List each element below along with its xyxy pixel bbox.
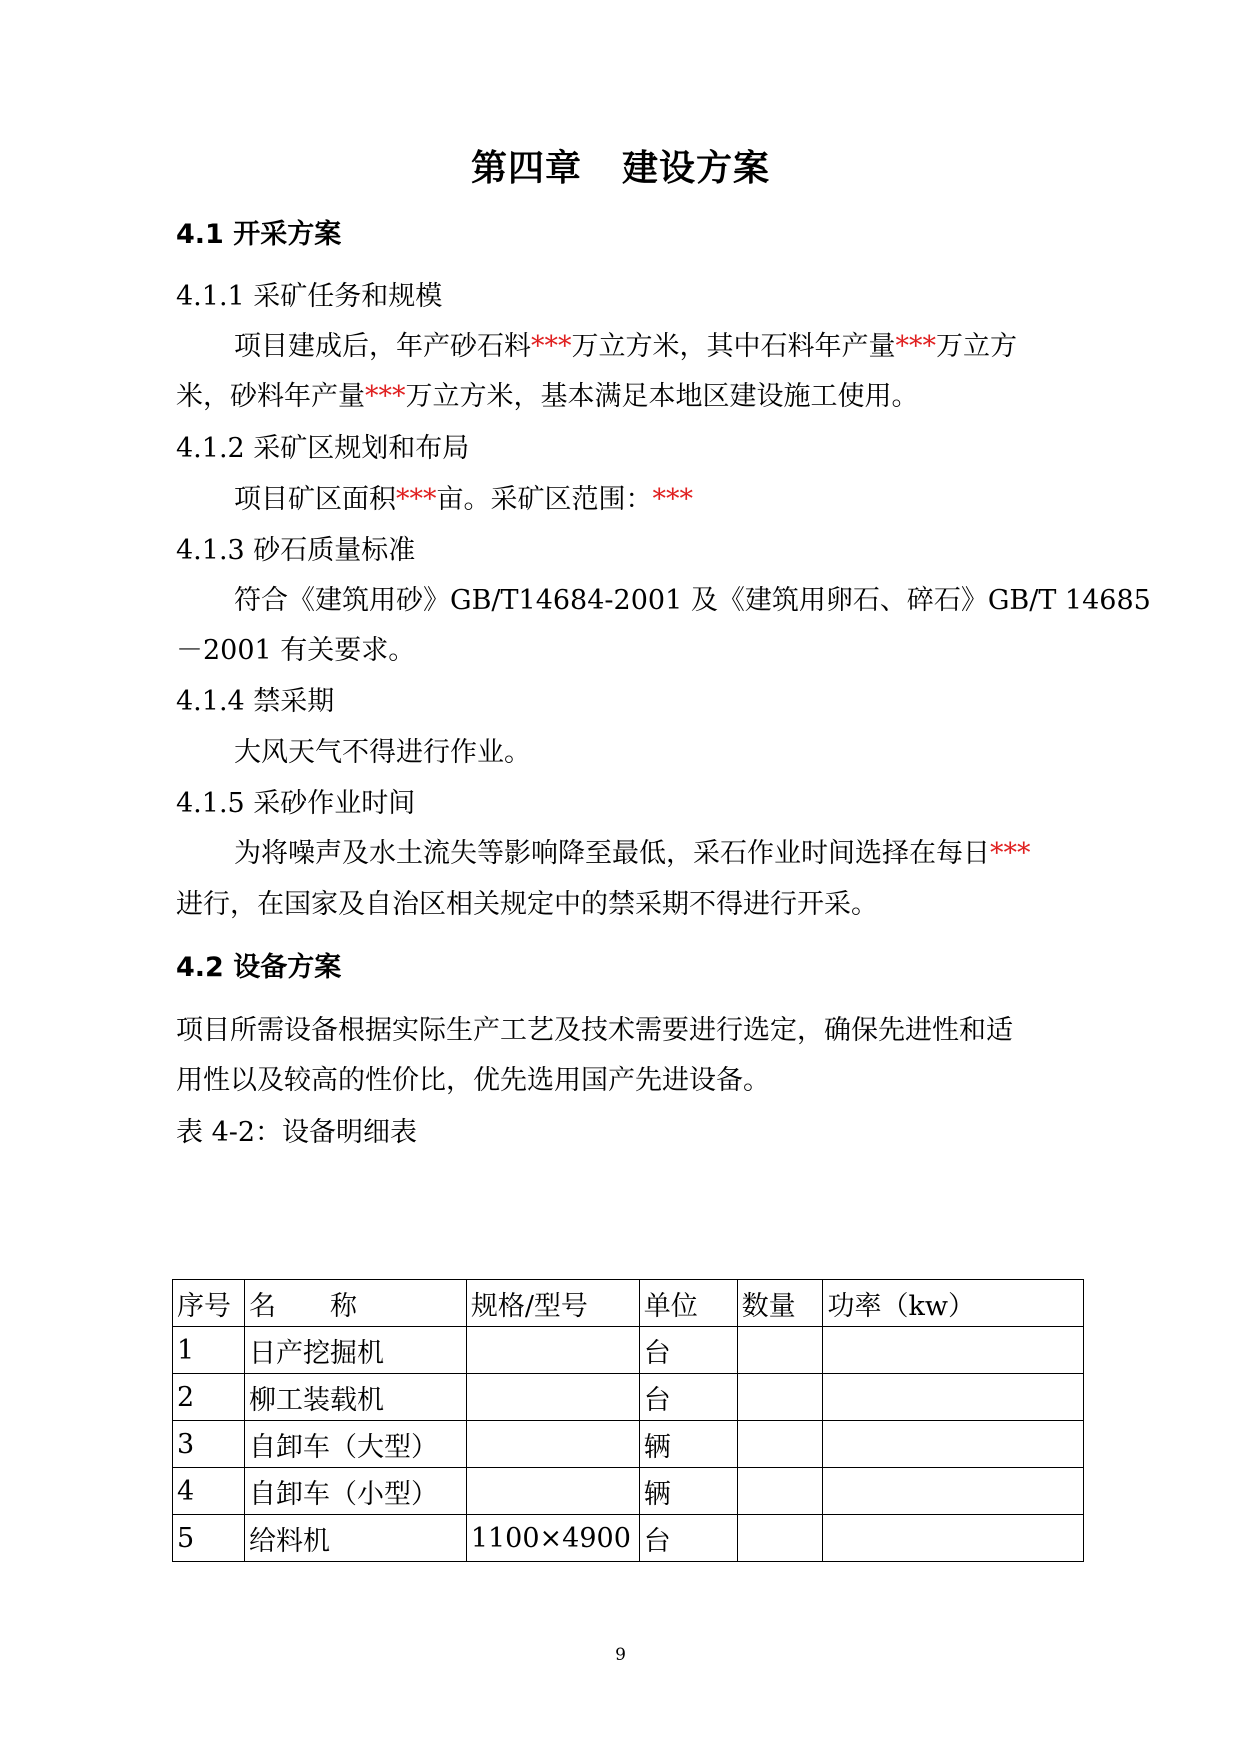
paragraph-4-2-line1: 项目所需设备根据实际生产工艺及技术需要进行选定，确保先进性和适 (176, 1015, 1013, 1046)
chapter-number: 第四章 (470, 148, 582, 189)
paragraph-4-1-2: 项目矿区面积***亩。采矿区范围：*** (234, 484, 693, 515)
subsection-heading-4-1-5: 4.1.5 采砂作业时间 (176, 788, 416, 819)
redacted-value: *** (990, 838, 1031, 869)
table-row (173, 1421, 1084, 1468)
table-cell (823, 1327, 1084, 1374)
page-number: 9 (615, 1645, 626, 1665)
table-cell (737, 1327, 823, 1374)
table-row (173, 1515, 1084, 1562)
redacted-value: *** (652, 484, 693, 515)
paragraph-4-1-4: 大风天气不得进行作业。 (234, 737, 531, 768)
table-cell: 1100×4900 (466, 1515, 639, 1562)
table-cell (823, 1374, 1084, 1421)
redacted-value: *** (895, 331, 936, 362)
section-heading-4-2: 4.2 设备方案 (176, 952, 342, 983)
chapter-name: 建设方案 (622, 148, 771, 189)
table-cell (466, 1327, 639, 1374)
header-cell: 功率（kw） (823, 1280, 1084, 1327)
table-cell (823, 1515, 1084, 1562)
paragraph-4-1-1-line1: 项目建成后，年产砂石料***万立方米，其中石料年产量***万立方 (234, 331, 1017, 362)
table-cell: 3 (173, 1421, 245, 1468)
table-cell (737, 1515, 823, 1562)
table-cell (466, 1374, 639, 1421)
subsection-heading-4-1-4: 4.1.4 禁采期 (176, 686, 335, 717)
table-cell (737, 1374, 823, 1421)
chapter-title (0, 140, 1241, 191)
table-cell: 日产挖掘机 (244, 1327, 466, 1374)
redacted-value: *** (365, 381, 406, 412)
table-cell: 5 (173, 1515, 245, 1562)
table-cell: 自卸车（大型） (244, 1421, 466, 1468)
table-cell: 台 (639, 1374, 737, 1421)
redacted-value: *** (531, 331, 572, 362)
table-row (173, 1468, 1084, 1515)
section-heading-4-1: 4.1 开采方案 (176, 219, 342, 250)
subsection-heading-4-1-2: 4.1.2 采矿区规划和布局 (176, 433, 470, 464)
paragraph-4-1-1-line2: 米，砂料年产量***万立方米，基本满足本地区建设施工使用。 (176, 381, 919, 412)
table-cell: 台 (639, 1515, 737, 1562)
table-row (173, 1374, 1084, 1421)
table-cell: 2 (173, 1374, 245, 1421)
table-cell: 自卸车（小型） (244, 1468, 466, 1515)
header-cell: 数量 (737, 1280, 823, 1327)
table-cell (466, 1421, 639, 1468)
table-cell: 台 (639, 1327, 737, 1374)
redacted-value: *** (396, 484, 437, 515)
header-cell: 规格/型号 (466, 1280, 639, 1327)
paragraph-4-2-line2: 用性以及较高的性价比，优先选用国产先进设备。 (176, 1065, 770, 1096)
table-cell: 辆 (639, 1468, 737, 1515)
table-cell (466, 1468, 639, 1515)
header-cell: 名 称 (244, 1280, 466, 1327)
table-cell: 辆 (639, 1421, 737, 1468)
table-cell (823, 1421, 1084, 1468)
table-cell (737, 1421, 823, 1468)
table-row (173, 1327, 1084, 1374)
table-cell: 1 (173, 1327, 245, 1374)
subsection-heading-4-1-3: 4.1.3 砂石质量标准 (176, 535, 416, 566)
equipment-table (172, 1279, 1084, 1562)
table-cell (823, 1468, 1084, 1515)
paragraph-4-1-5-line1: 为将噪声及水土流失等影响降至最低，采石作业时间选择在每日*** (234, 838, 1031, 869)
subsection-heading-4-1-1: 4.1.1 采矿任务和规模 (176, 281, 443, 312)
table-cell: 柳工装载机 (244, 1374, 466, 1421)
paragraph-4-1-5-line2: 进行，在国家及自治区相关规定中的禁采期不得进行开采。 (176, 889, 878, 920)
header-cell: 单位 (639, 1280, 737, 1327)
table-cell: 4 (173, 1468, 245, 1515)
paragraph-4-1-3-line2: －2001 有关要求。 (176, 635, 416, 666)
header-cell: 序号 (173, 1280, 245, 1327)
table-cell: 给料机 (244, 1515, 466, 1562)
table-caption: 表 4-2：设备明细表 (176, 1117, 418, 1148)
table-cell (737, 1468, 823, 1515)
table-header-row (173, 1280, 1084, 1327)
paragraph-4-1-3-line1: 符合《建筑用砂》GB/T14684-2001 及《建筑用卵石、碎石》GB/T 14685 (234, 585, 1151, 616)
